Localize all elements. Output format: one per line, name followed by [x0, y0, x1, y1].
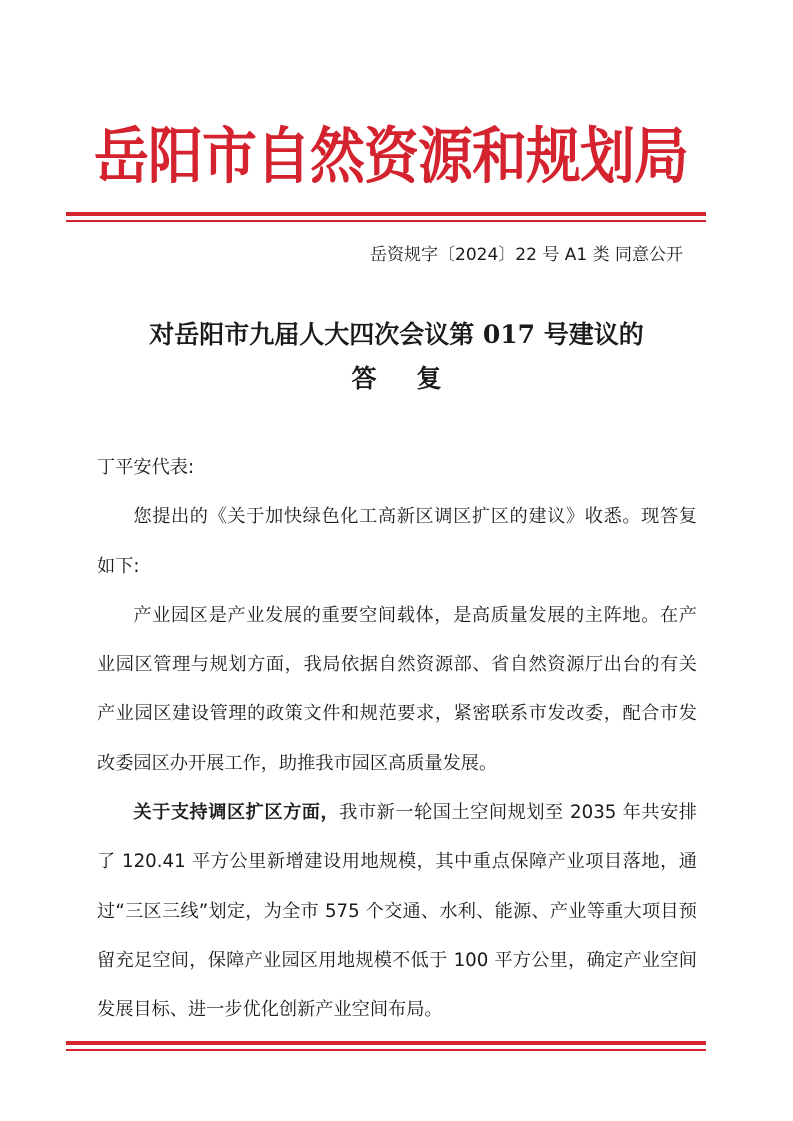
paragraph-3-lead: 关于支持调区扩区方面， [133, 802, 340, 824]
document-number: 岳资规字〔2024〕22 号 A1 类 同意公开 [370, 245, 683, 265]
salutation: 丁平安代表: [97, 457, 195, 478]
footer-divider-thick [66, 1041, 706, 1045]
letterhead-divider-thin [66, 220, 706, 222]
letterhead-divider-thick [66, 212, 706, 216]
document-body [97, 443, 697, 1035]
paragraph-1: 您提出的《关于加快绿色化工高新区调区扩区的建议》收悉。现答复如下: [97, 506, 697, 577]
paragraph-2: 产业园区是产业发展的重要空间载体，是高质量发展的主阵地。在产业园区管理与规划方面，我局依据自然资源部、省自然资源厅出台的有关产业园区建设管理的政策文件和规范要求，紧密联系市发改委，配合市发改委园区办开展工作，助推我市园区高质量发展。 [97, 604, 697, 774]
document-title-line1: 对岳阳市九届人大四次会议第 017 号建议的 [149, 320, 644, 349]
footer-divider-thin [66, 1049, 706, 1051]
org-letterhead-title: 岳阳市自然资源和规划局 [94, 121, 689, 192]
paragraph-3-text: 我市新一轮国土空间规划至 2035 年共安排了 120.41 平方公里新增建设用地规模，其中重点保障产业项目落地，通过“三区三线”划定，为全市 575 个交通、水利、能源、产业等重大项目预留充足空间，保障产业园区用地规模不低于 100 平方公里，确定产业空间发展目标、进一步优化创新产业空间布局。 [97, 802, 697, 1021]
paragraph-3 [97, 788, 697, 1034]
document-title-line2: 答复 [351, 364, 482, 393]
